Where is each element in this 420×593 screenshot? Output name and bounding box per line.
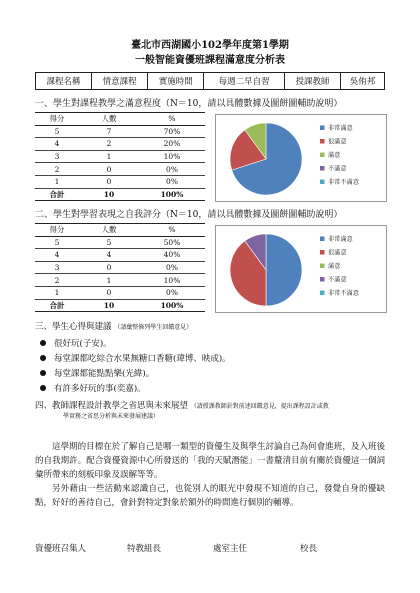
section4-title: 四、教師課程設計教學之省思與未來展望 xyxy=(35,401,189,411)
course-name-value: 情意課程 xyxy=(92,73,148,90)
self-rating-pie-svg xyxy=(216,226,388,314)
count-cell: 0 xyxy=(79,175,139,188)
section4-note-line1: （請授課教師針對前述回饋意見，提出課程設計或教 xyxy=(190,403,329,410)
count-cell: 2 xyxy=(79,138,139,151)
legend-label: 滿意 xyxy=(328,263,341,270)
list-item xyxy=(40,352,231,364)
section1-title: 一、學生對課程教學之滿意程度（N＝10，請以具體數據及圖餅圖輔助說明） xyxy=(35,99,343,109)
table-row xyxy=(35,236,205,249)
signature-office-director: 處室主任 xyxy=(213,544,248,554)
teacher-label: 授課教師 xyxy=(284,73,340,90)
legend-swatch xyxy=(320,126,325,131)
percent-cell: 50% xyxy=(139,236,205,249)
reflection-text xyxy=(35,440,385,510)
count-cell: 4 xyxy=(79,249,139,262)
table-row xyxy=(35,125,205,138)
table-row xyxy=(35,261,205,274)
schedule-label: 實施時間 xyxy=(148,73,204,90)
list-item xyxy=(40,337,112,349)
score-cell: 2 xyxy=(35,163,79,176)
score-cell: 5 xyxy=(35,125,79,138)
legend-label: 非常不滿意 xyxy=(328,290,359,297)
score-header: 得分 xyxy=(35,113,79,126)
count-cell: 0 xyxy=(79,261,139,274)
total-row xyxy=(35,299,205,312)
table-row xyxy=(35,274,205,287)
score-header: 得分 xyxy=(35,224,79,237)
bullet-icon xyxy=(40,355,46,361)
section2-title: 二、學生對學習表現之自我評分（N＝10，請以具體數據及圖餅圖輔助說明） xyxy=(35,210,343,220)
legend-label: 非常滿意 xyxy=(328,125,353,132)
legend-swatch xyxy=(320,237,325,242)
section3-heading xyxy=(35,321,192,334)
total-count: 10 xyxy=(79,299,139,312)
course-info-table xyxy=(35,72,385,90)
section4-note-line2: 學實務之省思分析與未來發展建議） xyxy=(63,413,160,420)
score-cell: 3 xyxy=(35,150,79,163)
table-row xyxy=(35,150,205,163)
total-percent: 100% xyxy=(139,188,205,201)
bullet-icon xyxy=(40,370,46,376)
score-cell: 5 xyxy=(35,236,79,249)
legend-swatch xyxy=(320,250,325,255)
percent-cell: 0% xyxy=(139,286,205,299)
count-cell: 1 xyxy=(79,274,139,287)
signature-special-ed-head: 特教組長 xyxy=(127,544,162,554)
legend-swatch xyxy=(320,264,325,269)
table-row xyxy=(35,138,205,151)
schedule-value: 每週二早自習 xyxy=(204,73,285,90)
legend-swatch xyxy=(320,180,325,185)
signature-coordinator: 資優班召集人 xyxy=(35,544,87,554)
list-item xyxy=(40,382,146,394)
teacher-value: 吳侑邦 xyxy=(341,73,385,90)
pie-slice-1 xyxy=(266,234,302,306)
self-rating-table xyxy=(35,223,205,312)
legend-swatch xyxy=(320,291,325,296)
count-cell: 5 xyxy=(79,236,139,249)
count-header: 人數 xyxy=(79,113,139,126)
feedback-text: 很好玩(子安)。 xyxy=(54,339,112,349)
table-row xyxy=(35,286,205,299)
satisfaction-pie-svg xyxy=(216,115,388,203)
score-cell: 1 xyxy=(35,175,79,188)
legend-label: 非常不滿意 xyxy=(328,179,359,186)
reflection-paragraph-1: 這學期的目標在於了解自己是哪一類型的資優生及與學生討論自己為何會進班，及入班後的自我期許。配合資優資源中心所發送的「我的天賦潛能」一書釐清目前有關於資優這一個詞彙所帶來的刻板印象及誤解等等。 xyxy=(35,442,385,480)
total-count: 10 xyxy=(79,188,139,201)
feedback-text: 每堂課都能點點樂(光緯)。 xyxy=(54,369,155,379)
table-row xyxy=(35,175,205,188)
report-title: 臺北市西湖國小102學年度第1學期 xyxy=(131,40,289,51)
percent-cell: 10% xyxy=(139,274,205,287)
percent-cell: 40% xyxy=(139,249,205,262)
score-cell: 4 xyxy=(35,249,79,262)
satisfaction-table xyxy=(35,112,205,201)
legend-label: 很滿意 xyxy=(328,138,347,146)
percent-cell: 0% xyxy=(139,261,205,274)
course-name-label: 課程名稱 xyxy=(36,73,92,90)
satisfaction-pie-chart xyxy=(215,114,387,202)
legend-label: 不滿意 xyxy=(328,165,347,173)
legend-swatch xyxy=(320,166,325,171)
report-subtitle: 一般智能資優班課程滿意度分析表 xyxy=(135,55,285,66)
legend-label: 不滿意 xyxy=(328,276,347,284)
percent-header: % xyxy=(139,113,205,126)
reflection-paragraph-2: 另外藉由一些活動來認識自己，也從別人的眼光中發現不知道的自己，發覺自身的優缺點，好好的善待自己，會針對特定對象於額外的時間進行個別的輔導。 xyxy=(35,484,385,508)
signature-principal: 校長 xyxy=(300,544,318,554)
percent-cell: 0% xyxy=(139,175,205,188)
score-cell: 1 xyxy=(35,286,79,299)
legend-swatch xyxy=(320,139,325,144)
percent-cell: 10% xyxy=(139,150,205,163)
feedback-text: 每堂課都吃綜合水果無糖口香糖(瑋博、映成)。 xyxy=(54,354,231,364)
legend-label: 非常滿意 xyxy=(328,236,353,243)
legend-label: 滿意 xyxy=(328,152,341,159)
total-row xyxy=(35,188,205,201)
count-cell: 1 xyxy=(79,150,139,163)
total-label: 合計 xyxy=(35,299,79,312)
percent-cell: 0% xyxy=(139,163,205,176)
feedback-text: 有許多好玩的事(奕嘉)。 xyxy=(54,384,146,394)
table-row xyxy=(35,163,205,176)
table-row xyxy=(35,249,205,262)
total-percent: 100% xyxy=(139,299,205,312)
count-header: 人數 xyxy=(79,224,139,237)
score-cell: 3 xyxy=(35,261,79,274)
self-rating-pie-chart xyxy=(215,225,387,313)
percent-header: % xyxy=(139,224,205,237)
legend-swatch xyxy=(320,153,325,158)
legend-swatch xyxy=(320,277,325,282)
list-item xyxy=(40,367,154,379)
count-cell: 7 xyxy=(79,125,139,138)
total-label: 合計 xyxy=(35,188,79,201)
count-cell: 0 xyxy=(79,286,139,299)
section3-title: 三、學生心得與建議 xyxy=(35,322,112,332)
percent-cell: 70% xyxy=(139,125,205,138)
legend-label: 很滿意 xyxy=(328,249,347,257)
bullet-icon xyxy=(40,340,46,346)
section3-note: （請彙整條列學生回饋意見） xyxy=(114,324,193,331)
bullet-icon xyxy=(40,385,46,391)
count-cell: 0 xyxy=(79,163,139,176)
score-cell: 4 xyxy=(35,138,79,151)
percent-cell: 20% xyxy=(139,138,205,151)
score-cell: 2 xyxy=(35,274,79,287)
